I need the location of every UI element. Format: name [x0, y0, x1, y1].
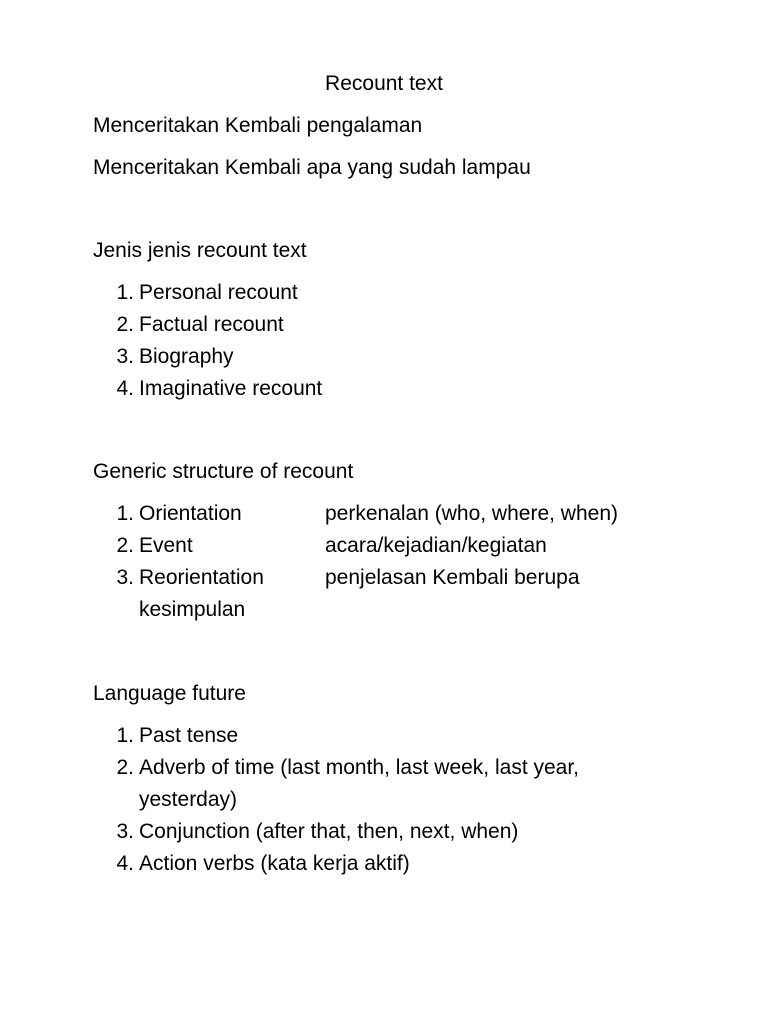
structure-item-3-term: Reorientation	[139, 566, 264, 589]
types-item-1-number: 1.	[116, 281, 134, 304]
language-item-1: Past tense	[139, 724, 239, 747]
language-item-1-number: 1.	[116, 724, 134, 747]
structure-item-3-continuation: kesimpulan	[139, 598, 246, 621]
structure-item-1-desc: perkenalan (who, where, when)	[325, 502, 618, 525]
types-heading: Jenis jenis recount text	[93, 239, 307, 262]
types-item-3: Biography	[139, 345, 234, 368]
structure-item-1-number: 1.	[116, 502, 134, 525]
structure-item-3-number: 3.	[116, 566, 134, 589]
types-item-3-number: 3.	[116, 345, 134, 368]
structure-item-2-number: 2.	[116, 534, 134, 557]
intro-line-2: Menceritakan Kembali apa yang sudah lampau	[93, 156, 531, 179]
language-item-4-number: 4.	[116, 852, 134, 875]
intro-line-1: Menceritakan Kembali pengalaman	[93, 114, 423, 137]
language-item-2: Adverb of time (last month, last week, last year,	[139, 756, 580, 779]
language-item-2-continuation: yesterday)	[139, 788, 238, 811]
language-heading: Language future	[93, 682, 246, 705]
language-item-2-number: 2.	[116, 756, 134, 779]
types-item-1: Personal recount	[139, 281, 298, 304]
types-item-4-number: 4.	[116, 377, 134, 400]
types-item-2-number: 2.	[116, 313, 134, 336]
structure-item-3-desc: penjelasan Kembali berupa	[325, 566, 580, 589]
language-item-4: Action verbs (kata kerja aktif)	[139, 852, 410, 875]
structure-item-2-desc: acara/kejadian/kegiatan	[325, 534, 547, 557]
structure-item-2-term: Event	[139, 534, 193, 557]
types-item-4: Imaginative recount	[139, 377, 323, 400]
types-item-2: Factual recount	[139, 313, 284, 336]
structure-item-1-term: Orientation	[139, 502, 242, 525]
language-item-3: Conjunction (after that, then, next, when)	[139, 820, 519, 843]
language-item-3-number: 3.	[116, 820, 134, 843]
page-title: Recount text	[325, 72, 443, 95]
structure-heading: Generic structure of recount	[93, 460, 354, 483]
